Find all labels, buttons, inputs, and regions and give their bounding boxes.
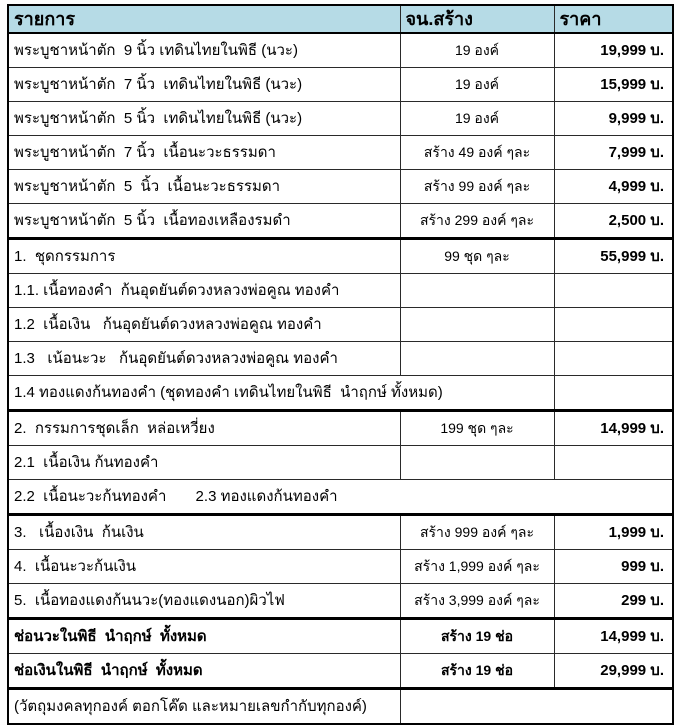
item-cell: 1. ชุดกรรมการ bbox=[8, 239, 400, 274]
table-row-section-3 bbox=[8, 515, 673, 550]
item-cell: 1.2 เนื้อเงิน ก้นอุดยันต์ดวงหลวงพ่อคูณ ทองคำ bbox=[8, 308, 400, 342]
item-cell: พระบูชาหน้าตัก 7 นิ้ว เทดินไทยในพิธี (นวะ) bbox=[8, 68, 400, 102]
item-cell: 1.1. เนื้อทองคำ ก้นอุดยันต์ดวงหลวงพ่อคูณ ทองคำ bbox=[8, 274, 400, 308]
item-cell: 1.4 ทองแดงก้นทองคำ (ชุดทองคำ เทดินไทยในพิธี นำฤกษ์ ทั้งหมด) bbox=[8, 376, 554, 411]
table-row bbox=[8, 550, 673, 584]
item-cell: พระบูชาหน้าตัก 5 นิ้ว เนื้อนะวะธรรมดา bbox=[8, 170, 400, 204]
table-row bbox=[8, 342, 673, 376]
price-cell bbox=[554, 274, 673, 308]
table-row bbox=[8, 136, 673, 170]
table-row bbox=[8, 308, 673, 342]
qty-cell: สร้าง 299 องค์ ๆละ bbox=[400, 204, 554, 239]
qty-cell: สร้าง 1,999 องค์ ๆละ bbox=[400, 550, 554, 584]
item-cell: พระบูชาหน้าตัก 5 นิ้ว เทดินไทยในพิธี (นวะ) bbox=[8, 102, 400, 136]
price-cell: 14,999 บ. bbox=[554, 411, 673, 446]
item-cell: พระบูชาหน้าตัก 7 นิ้ว เนื้อนะวะธรรมดา bbox=[8, 136, 400, 170]
price-list-table bbox=[7, 4, 674, 725]
qty-cell: สร้าง 19 ช่อ bbox=[400, 619, 554, 654]
price-cell bbox=[554, 308, 673, 342]
item-cell: พระบูชาหน้าตัก 9 นิ้ว เทดินไทยในพิธี (นวะ) bbox=[8, 33, 400, 68]
qty-cell: สร้าง 999 องค์ ๆละ bbox=[400, 515, 554, 550]
price-cell: 19,999 บ. bbox=[554, 33, 673, 68]
table-row bbox=[8, 204, 673, 239]
qty-cell: สร้าง 19 ช่อ bbox=[400, 654, 554, 689]
price-cell: 15,999 บ. bbox=[554, 68, 673, 102]
table-row bbox=[8, 584, 673, 619]
qty-cell: 19 องค์ bbox=[400, 68, 554, 102]
col-header-price: ราคา bbox=[554, 5, 673, 33]
item-cell: 5. เนื้อทองแดงก้นนวะ(ทองแดงนอก)ผิวไฟ bbox=[8, 584, 400, 619]
table-row bbox=[8, 446, 673, 480]
table-row-section-4 bbox=[8, 619, 673, 654]
item-cell: ช่อนวะในพิธี นำฤกษ์ ทั้งหมด bbox=[8, 619, 400, 654]
item-cell: 2.2 เนื้อนะวะก้นทองคำ 2.3 ทองแดงก้นทองคำ bbox=[8, 480, 673, 515]
item-cell: 1.3 เน้อนะวะ ก้นอุดยันต์ดวงหลวงพ่อคูณ ทองคำ bbox=[8, 342, 400, 376]
qty-cell: 199 ชุด ๆละ bbox=[400, 411, 554, 446]
col-header-item: รายการ bbox=[8, 5, 400, 33]
item-cell: 4. เนื้อนะวะก้นเงิน bbox=[8, 550, 400, 584]
price-cell: 9,999 บ. bbox=[554, 102, 673, 136]
price-cell bbox=[554, 342, 673, 376]
item-cell: 3. เนื้องเงิน ก้นเงิน bbox=[8, 515, 400, 550]
price-cell: 14,999 บ. bbox=[554, 619, 673, 654]
table-row-merged bbox=[8, 480, 673, 515]
table-row bbox=[8, 654, 673, 689]
table-row bbox=[8, 33, 673, 68]
table-row-section-2 bbox=[8, 411, 673, 446]
item-cell: 2. กรรมการชุดเล็ก หล่อเหวี่ยง bbox=[8, 411, 400, 446]
item-cell: 2.1 เนื้อเงิน ก้นทองคำ bbox=[8, 446, 400, 480]
qty-cell: 19 องค์ bbox=[400, 33, 554, 68]
qty-cell bbox=[400, 446, 554, 480]
table-row bbox=[8, 68, 673, 102]
qty-cell bbox=[400, 342, 554, 376]
table-row-section-1 bbox=[8, 239, 673, 274]
qty-cell: 99 ชุด ๆละ bbox=[400, 239, 554, 274]
header-row bbox=[8, 5, 673, 33]
qty-cell: สร้าง 99 องค์ ๆละ bbox=[400, 170, 554, 204]
price-cell bbox=[554, 376, 673, 411]
table-row bbox=[8, 274, 673, 308]
qty-cell: สร้าง 3,999 องค์ ๆละ bbox=[400, 584, 554, 619]
qty-cell bbox=[400, 274, 554, 308]
col-header-qty: จน.สร้าง bbox=[400, 5, 554, 33]
item-cell: ช่อเงินในพิธี นำฤกษ์ ทั้งหมด bbox=[8, 654, 400, 689]
price-cell: 299 บ. bbox=[554, 584, 673, 619]
table-row-merged bbox=[8, 376, 673, 411]
price-cell: 7,999 บ. bbox=[554, 136, 673, 170]
item-cell: พระบูชาหน้าตัก 5 นิ้ว เนื้อทองเหลืองรมดำ bbox=[8, 204, 400, 239]
price-cell: 1,999 บ. bbox=[554, 515, 673, 550]
price-cell: 29,999 บ. bbox=[554, 654, 673, 689]
qty-cell bbox=[400, 308, 554, 342]
table-row bbox=[8, 102, 673, 136]
price-cell bbox=[554, 446, 673, 480]
qty-cell: 19 องค์ bbox=[400, 102, 554, 136]
item-cell: (วัตถุมงคลทุกองค์ ตอกโค๊ด และหมายเลขกำกับทุกองค์) bbox=[8, 689, 400, 725]
table-row bbox=[8, 170, 673, 204]
price-cell: 55,999 บ. bbox=[554, 239, 673, 274]
price-cell: 4,999 บ. bbox=[554, 170, 673, 204]
price-cell: 2,500 บ. bbox=[554, 204, 673, 239]
price-cell: 999 บ. bbox=[554, 550, 673, 584]
qty-cell: สร้าง 49 องค์ ๆละ bbox=[400, 136, 554, 170]
